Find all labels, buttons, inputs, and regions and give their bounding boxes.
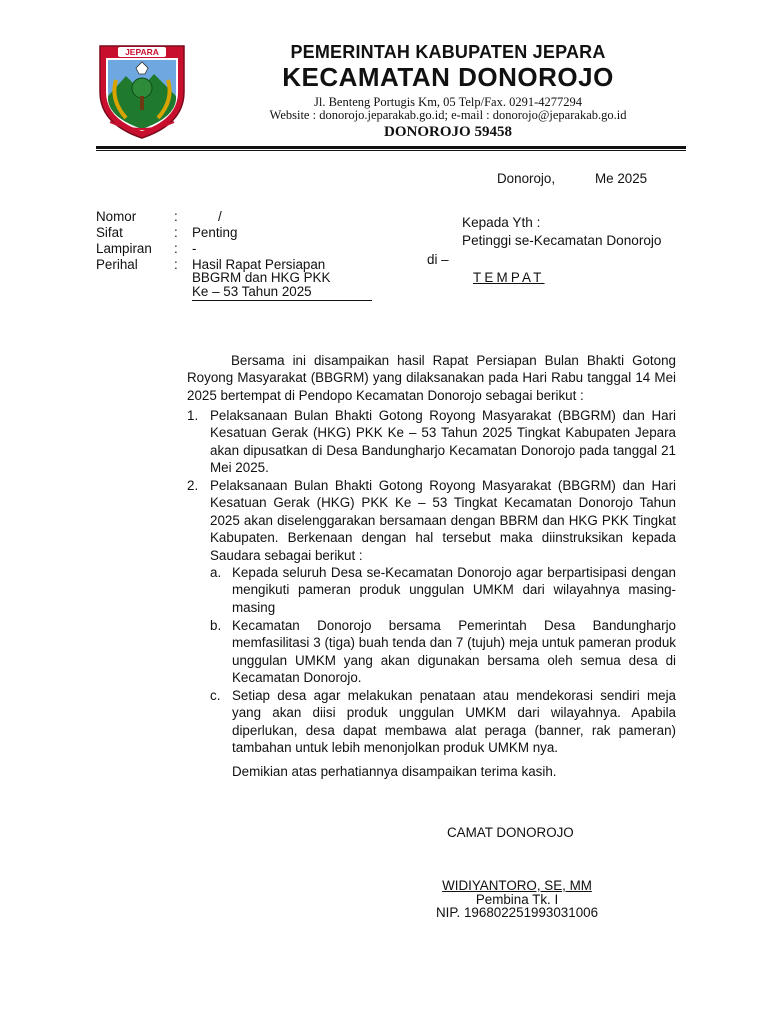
letter-place: Donorojo, (497, 171, 556, 186)
list-item-text: Pelaksanaan Bulan Bhakti Gotong Royong Masyarakat (BBGRM) dan Hari Kesatuan Gerak (HKG) PKK Ke – 53 Tingkat Kecamatan Donorojo Tahun 2025 akan diselenggarakan bersamaan dengan BBRM dan HKG PKK Tingkat Kabupaten. Berkenaan dengan hal tersebut maka diinstruksikan kepada Saudara sebagai berikut : (210, 478, 676, 563)
closing-sentence: Demikian atas perhatiannya disampaikan terima kasih. (232, 764, 557, 779)
perihal-label: Perihal (96, 257, 138, 272)
letterhead-thick-rule (96, 146, 686, 149)
subitem-text: Setiap desa agar melakukan penataan atau mendekorasi sendiri meja yang akan diisi produk unggulan UMKM dari wilayahnya. Apabila diperlukan, desa dapat membawa alat peraga (banner, rak pameran) tambahan untuk lebih menonjolkan produk UMKM nya. (232, 688, 676, 756)
list-item-number: 2. (187, 478, 199, 493)
letterhead-government-name: PEMERINTAH KABUPATEN JEPARA (290, 42, 606, 62)
perihal-underline (192, 300, 372, 301)
subitem-label: a. (210, 565, 222, 580)
signature-title: CAMAT DONOROJO (447, 825, 574, 840)
signatory-nip: NIP. 196802251993031006 (435, 905, 599, 920)
letterhead-thin-rule (96, 150, 686, 151)
list-item-text: Pelaksanaan Bulan Bhakti Gotong Royong Masyarakat (BBGRM) dan Hari Kesatuan Gerak (HKG) PKK Ke – 53 Tahun 2025 Tingkat Kabupaten Jepara akan dipusatkan di Desa Bandungharjo Kecamatan Donorojo pada tanggal 21 Mei 2025. (210, 408, 676, 476)
jepara-coat-of-arms-logo (96, 40, 188, 140)
subitem-label: c. (210, 688, 221, 703)
subitem-label: b. (210, 618, 222, 633)
letterhead-postal-code: DONOROJO 59458 (384, 124, 512, 140)
recipient-greeting: Kepada Yth : (462, 215, 541, 230)
recipient-place: TEMPAT (473, 270, 545, 285)
signatory-rank: Pembina Tk. I (475, 892, 559, 907)
recipient-name: Petinggi se-Kecamatan Donorojo (462, 233, 662, 248)
nomor-value: / (218, 209, 222, 224)
perihal-colon: : (174, 257, 178, 272)
lampiran-label: Lampiran (96, 241, 152, 256)
letterhead-website-email: Website : donorojo.jeparakab.go.id; e-mail : donorojo@jeparakab.go.id (269, 108, 627, 122)
perihal-line-3: Ke – 53 Tahun 2025 (192, 284, 312, 299)
nomor-label: Nomor (96, 209, 137, 224)
logo-text: JEPARA (125, 47, 159, 57)
sifat-label: Sifat (96, 225, 123, 240)
nomor-colon: : (174, 209, 178, 224)
perihal-line-1: Hasil Rapat Persiapan (192, 257, 326, 272)
intro-paragraph: Bersama ini disampaikan hasil Rapat Persiapan Bulan Bhakti Gotong Royong Masyarakat (BBGRM) yang dilaksanakan pada Hari Rabu tanggal 14 Mei 2025 bertempat di Pendopo Kecamatan Donorojo sebagai berikut : (187, 353, 676, 403)
subitem-text: Kepada seluruh Desa se-Kecamatan Donorojo agar berpartisipasi dengan mengikuti pameran produk unggulan UMKM dari wilayahnya masing-masing (232, 565, 676, 615)
sifat-value: Penting (192, 225, 238, 240)
lampiran-colon: : (174, 241, 178, 256)
lampiran-value: - (192, 241, 197, 256)
sifat-colon: : (174, 225, 178, 240)
subitem-text: Kecamatan Donorojo bersama Pemerintah Desa Bandungharjo memfasilitasi 3 (tiga) buah tenda dan 7 (tujuh) meja untuk pameran produk unggulan UMKM yang akan digunakan bersama oleh semua desa di Kecamatan Donorojo. (232, 618, 676, 686)
letterhead-office-name: KECAMATAN DONOROJO (282, 62, 614, 92)
letter-date: Me 2025 (595, 171, 648, 186)
list-item-number: 1. (187, 408, 199, 423)
recipient-di: di – (427, 252, 449, 267)
perihal-line-2: BBGRM dan HKG PKK (192, 270, 331, 285)
signatory-name: WIDIYANTORO, SE, MM (442, 878, 592, 893)
letterhead-address: Jl. Benteng Portugis Km, 05 Telp/Fax. 0291-4277294 (314, 95, 582, 109)
